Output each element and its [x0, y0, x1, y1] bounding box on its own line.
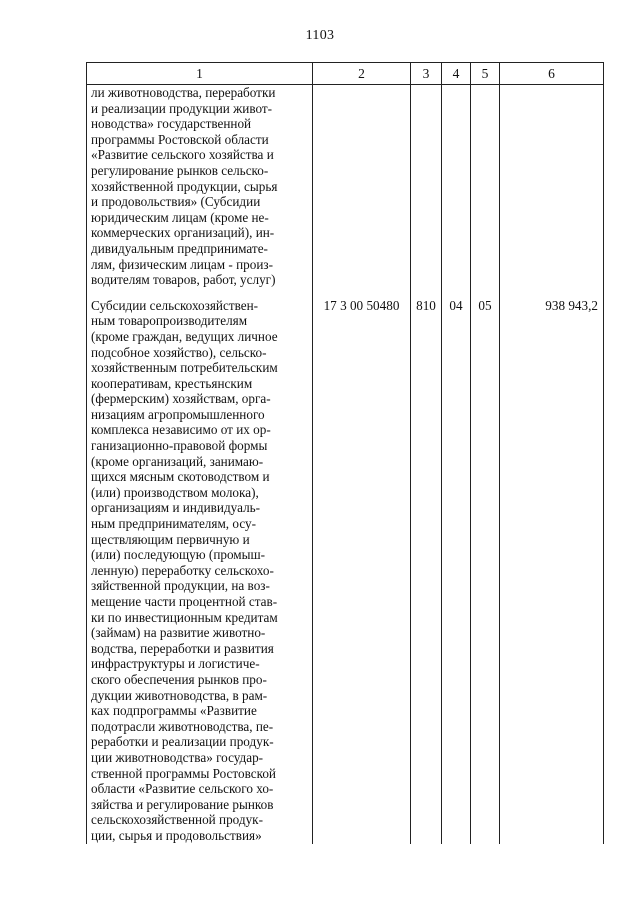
row-description [87, 288, 313, 844]
description-line: новодства» государственной [91, 116, 252, 132]
description-line: зяйства и регулирование рынков [91, 796, 274, 812]
description-line: кооперативам, крестьянским [91, 375, 253, 391]
description-line: (фермерским) хозяйствам, орга- [91, 391, 271, 407]
target-code-cell: 17 3 00 50480 [313, 288, 411, 844]
description-line: дивидуальным предпринимате- [91, 240, 268, 256]
table-row [87, 288, 604, 844]
description-line: ского обеспечения рынков про- [91, 671, 267, 687]
description-line: щихся мясным скотоводством и [91, 469, 270, 485]
expense-type-cell [411, 85, 442, 288]
description-line: реработки и реализации продук- [91, 734, 274, 750]
description-line: лям, физическим лицам - произ- [91, 256, 274, 272]
description-line: зяйственной продукции, на воз- [91, 578, 270, 594]
target-code-cell [313, 85, 411, 288]
header-col-4: 4 [442, 63, 471, 85]
section-cell [442, 85, 471, 288]
header-col-6: 6 [500, 63, 604, 85]
description-line: организациям и индивидуаль- [91, 500, 261, 516]
amount-cell: 938 943,2 [500, 288, 604, 844]
description-line: ках подпрограммы «Развитие [91, 703, 257, 719]
description-line: Субсидии сельскохозяйствен- [91, 297, 259, 313]
description-line: подсобное хозяйство), сельско- [91, 344, 267, 360]
description-line: ным предпринимателям, осу- [91, 516, 256, 532]
description-line: ленную) переработку сельскохо- [91, 562, 274, 578]
description-line: (кроме граждан, ведущих личное [91, 328, 278, 344]
description-line: водства, переработки и развития [91, 640, 274, 656]
description-line: комплекса независимо от их ор- [91, 422, 271, 438]
expense-type-cell: 810 [411, 288, 442, 844]
description-line: ственной программы Ростовской [91, 765, 276, 781]
description-line: регулирование рынков сельско- [91, 162, 269, 178]
description-line: программы Ростовской области [91, 131, 269, 147]
description-line: (кроме организаций, занимаю- [91, 453, 264, 469]
description-line: области «Развитие сельского хо- [91, 781, 274, 797]
description-line: подотрасли животноводства, пе- [91, 718, 274, 734]
description-line: ли животноводства, переработки [91, 85, 276, 100]
description-line: ции, сырья и продовольствия» [91, 827, 262, 843]
header-col-2: 2 [313, 63, 411, 85]
amount-cell [500, 85, 604, 288]
description-line: низациям агропромышленного [91, 406, 265, 422]
description-line: водителям товаров, работ, услуг) [91, 272, 276, 288]
description-line: (займам) на развитие животно- [91, 625, 266, 641]
row-description [87, 85, 313, 288]
description-line: инфраструктуры и логистиче- [91, 656, 260, 672]
description-line: коммерческих организаций), ин- [91, 225, 275, 241]
budget-table [86, 62, 604, 844]
description-line: «Развитие сельского хозяйства и [91, 147, 274, 163]
description-line: (или) последующую (промыш- [91, 547, 266, 563]
description-line: (или) производством молока), [91, 484, 259, 500]
page-number: 1103 [305, 28, 335, 43]
description-line: хозяйственной продукции, сырья [91, 178, 278, 194]
description-line: ганизационно-правовой формы [91, 438, 268, 454]
table-row [87, 85, 604, 288]
description-line: юридическим лицам (кроме не- [91, 209, 269, 225]
subsection-cell: 05 [471, 288, 500, 844]
description-line: мещение части процентной став- [91, 594, 278, 609]
description-line: ным товаропроизводителям [91, 313, 248, 329]
description-line: ции животноводства» государ- [91, 749, 264, 765]
description-line: ки по инвестиционным кредитам [91, 609, 278, 625]
description-line: и продовольствия» (Субсидии [91, 194, 261, 210]
header-col-3: 3 [411, 63, 442, 85]
section-cell: 04 [442, 288, 471, 844]
description-line: хозяйственным потребительским [91, 360, 278, 376]
header-col-1: 1 [87, 63, 313, 85]
description-line: дукции животноводства, в рам- [91, 687, 268, 703]
subsection-cell [471, 85, 500, 288]
description-line: сельскохозяйственной продук- [91, 812, 263, 828]
header-row [87, 63, 604, 85]
description-line: ществляющим первичную и [91, 531, 250, 547]
description-line: и реализации продукции живот- [91, 100, 273, 116]
header-col-5: 5 [471, 63, 500, 85]
